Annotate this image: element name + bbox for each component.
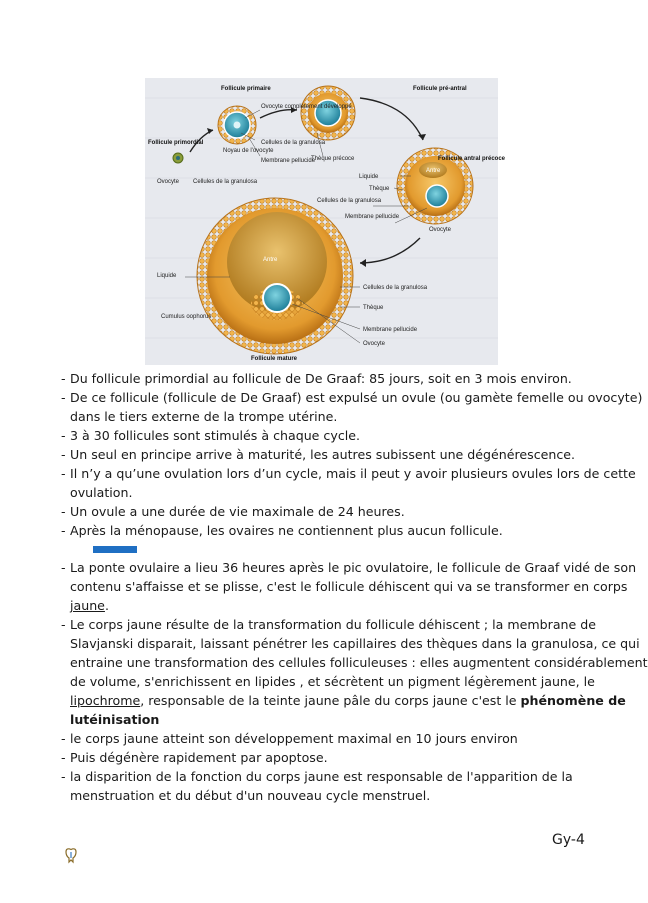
label-noyau: Noyau de l'ovocyte: [223, 148, 274, 154]
preantral-follicle: [301, 86, 355, 140]
body-text: [61, 369, 648, 805]
line-text: La ponte ovulaire a lieu 36 heures après le pic ovulatoire, le follicule de Graaf vidé de son: [70, 560, 637, 575]
primary-follicle: [218, 106, 256, 144]
line-text: De ce follicule (follicule de De Graaf) est expulsé un ovule (ou gamète femelle ou ovocyte): [70, 390, 643, 405]
line-text: menstruation et du début d'un nouveau cycle menstruel.: [70, 788, 431, 803]
label-follicule-primaire: Follicule primaire: [221, 86, 271, 92]
line-text: .: [104, 598, 109, 613]
label-theque-1: Thèque: [369, 186, 390, 192]
label-cellules-granulosa-3: Cellules de la granulosa: [317, 198, 382, 204]
label-cellules-granulosa-1: Cellules de la granulosa: [261, 140, 326, 146]
label-liquide-2: Liquide: [157, 273, 177, 279]
bold-term: phénomène de: [520, 693, 626, 708]
list-item: [61, 558, 638, 615]
list-item: [61, 464, 638, 502]
line-text: dans le tiers externe de la trompe utérine.: [70, 409, 338, 424]
mature-follicle: [197, 198, 353, 354]
label-cumulus: Cumulus oophorus: [161, 314, 212, 320]
line-text: contenu s'affaisse et se plisse, c'est le follicule déhiscent qui va se transformer en corps: [70, 579, 628, 594]
line-text: Il n’y a qu’une ovulation lors d’un cycle, mais il peut y avoir plusieurs ovules lors de cette: [70, 466, 636, 481]
list-item: - Du follicule primordial au follicule de De Graaf: 85 jours, soit en 3 mois environ.: [61, 369, 638, 388]
label-follicule-antral-precoce: Follicule antral précoce: [438, 156, 506, 162]
list-a: [61, 369, 643, 540]
label-ovocyte-complet: Ovocyte complètement développé: [261, 104, 352, 110]
list-item: - Un ovule a une durée de vie maximale de 24 heures.: [61, 502, 638, 521]
follicle-development-figure: [145, 78, 506, 365]
label-membrane-pellucide-3: Membrane pellucide: [363, 327, 418, 333]
label-ovocyte-3: Ovocyte: [363, 341, 386, 347]
primordial-follicle: [173, 153, 183, 163]
label-theque-2: Thèque: [363, 305, 384, 311]
label-ovocyte-1: Ovocyte: [157, 179, 180, 185]
line-text: , responsable de la teinte jaune pâle du corps jaune c'est le: [140, 693, 521, 708]
label-follicule-primordial: Follicule primordial: [148, 140, 204, 146]
highlight-mark: [93, 546, 137, 553]
label-antre-2: Antre: [263, 257, 278, 263]
label-theque-precoce: Thèque précoce: [311, 156, 355, 162]
line-text: Le corps jaune résulte de la transformation du follicule déhiscent ; la membrane de: [70, 617, 597, 632]
label-follicule-pre-antral: Follicule pré-antral: [413, 86, 467, 92]
label-cellules-granulosa-2: Cellules de la granulosa: [193, 179, 258, 185]
label-membrane-pellucide-1: Membrane pellucide: [261, 158, 316, 164]
list-item: - Un seul en principe arrive à maturité, les autres subissent une dégénérescence.: [61, 445, 638, 464]
spacer: [61, 540, 638, 558]
list-item: - le corps jaune atteint son développement maximal en 10 jours environ: [61, 729, 638, 748]
logo-icon: [62, 846, 80, 864]
list-item: - Puis dégénère rapidement par apoptose.: [61, 748, 638, 767]
underlined-term: lipochrome: [70, 693, 141, 708]
list-b: [61, 558, 648, 805]
label-cellules-granulosa-4: Cellules de la granulosa: [363, 285, 428, 291]
label-antre-1: Antre: [426, 168, 441, 174]
line-text: entraine une transformation des cellules folliculeuses : elles augmentent considérablement: [70, 655, 648, 670]
list-item: - Après la ménopause, les ovaires ne contiennent plus aucun follicule.: [61, 521, 638, 540]
label-liquide-1: Liquide: [359, 174, 379, 180]
list-item: - 3 à 30 follicules sont stimulés à chaque cycle.: [61, 426, 638, 445]
underlined-term: jaune: [70, 598, 105, 613]
label-follicule-mature: Follicule mature: [251, 356, 298, 362]
label-membrane-pellucide-2: Membrane pellucide: [345, 214, 400, 220]
list-item: [61, 615, 648, 729]
list-item: [61, 388, 643, 426]
line-text: de volume, s'enrichissent en lipides , et sécrètent un pigment légèrement jaune, le: [70, 674, 595, 689]
line-text: ovulation.: [70, 485, 133, 500]
bold-term: lutéinisation: [70, 712, 160, 727]
line-text: Slavjanski disparait, laissant pénétrer les capillaires des thèques dans la granulosa, ce qui: [70, 636, 640, 651]
label-ovocyte-2: Ovocyte: [429, 227, 452, 233]
line-text: la disparition de la fonction du corps jaune est responsable de l'apparition de la: [70, 769, 573, 784]
page-label: Gy-4: [552, 832, 585, 848]
list-item: [61, 767, 638, 805]
